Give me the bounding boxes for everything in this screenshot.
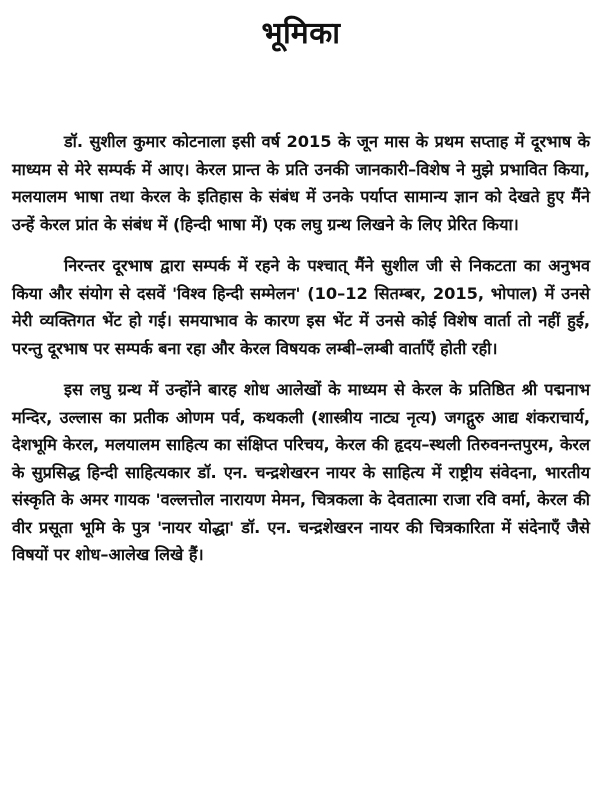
page-title: भूमिका <box>261 16 341 51</box>
body-text <box>12 128 590 583</box>
paragraph-3: इस लघु ग्रन्थ में उन्होंने बारह शोध आलेखों के माध्यम से केरल के प्रतिष्ठित श्री पद्मनाभ मन्दिर, उल्लास का प्रतीक ओणम पर्व, कथकली (शास्त्रीय नाट्य नृत्य) जगद्गुरु आद्य शंकराचार्य, देशभूमि केरल, मलयालम साहित्य का संक्षिप्त परिचय, केरल की हृदय–स्थली तिरुवनन्तपुरम, केरल के सुप्रसिद्ध हिन्दी साहित्यकार डॉ. एन. चन्द्रशेखरन नायर के साहित्य में राष्ट्रीय संवेदना, भारतीय संस्कृति के अमर गायक 'वल्लत्तोल नारायण मेमन, चित्रकला के देवतात्मा राजा रवि वर्मा, केरल की वीर प्रसूता भूमि के पुत्र 'नायर योद्धा' डॉ. एन. चन्द्रशेखरन नायर की चित्रकारिता में संदेनाएँ जैसे विषयों पर शोध–आलेख लिखे हैं। <box>12 380 590 564</box>
paragraph-1: डॉ. सुशील कुमार कोटनाला इसी वर्ष 2015 के जून मास के प्रथम सप्ताह में दूरभाष के माध्यम से मेरे सम्पर्क में आए। केरल प्रान्त के प्रति उनकी जानकारी–विशेष ने मुझे प्रभावित किया, मलयालम भाषा तथा केरल के इतिहास के संबंध में उनके पर्याप्त सामान्य ज्ञान को देखते हुए मैंने उन्हें केरल प्रांत के संबंध में (हिन्दी भाषा में) एक लघु ग्रन्थ लिखने के लिए प्रेरित किया। <box>12 132 590 234</box>
paragraph-2: निरन्तर दूरभाष द्वारा सम्पर्क में रहने के पश्चात् मैंने सुशील जी से निकटता का अनुभव किया और संयोग से दसवें 'विश्व हिन्दी सम्मेलन' (10–12 सितम्बर, 2015, भोपाल) में उनसे मेरी व्यक्तिगत भेंट हो गई। समयाभाव के कारण इस भेंट में उनसे कोई विशेष वार्ता तो नहीं हुई, परन्तु दूरभाष पर सम्पर्क बना रहा और केरल विषयक लम्बी–लम्बी वार्ताएँ होती रही। <box>12 256 590 358</box>
